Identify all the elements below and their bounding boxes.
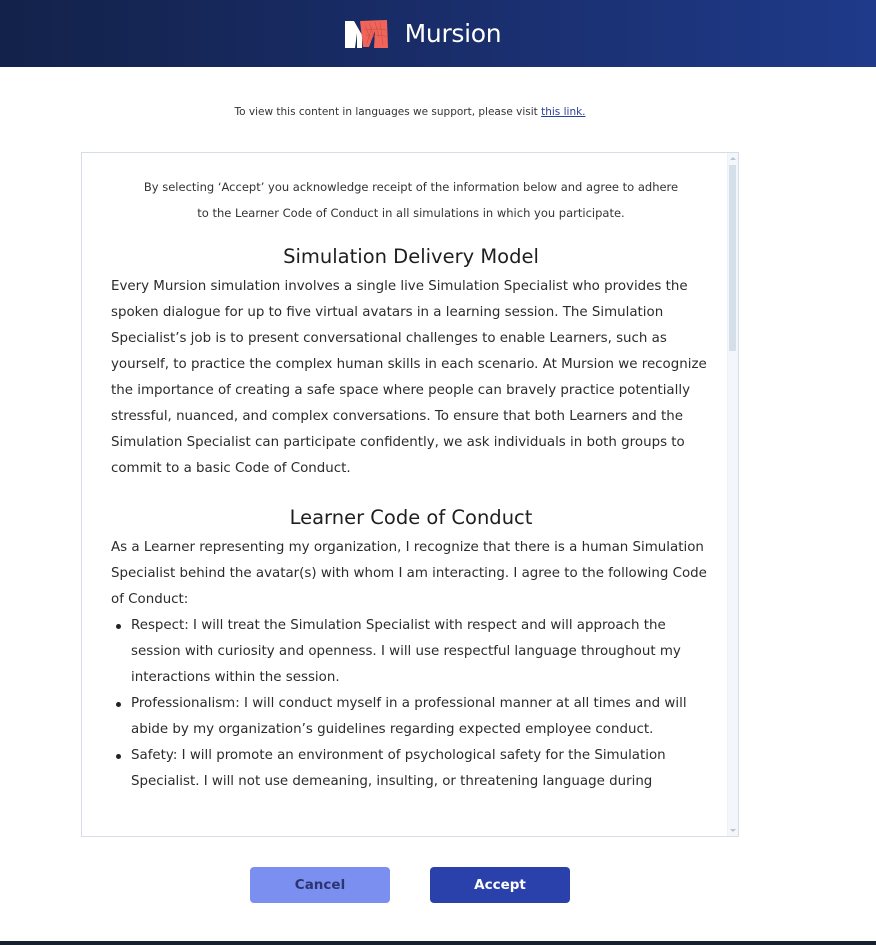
footer-bar	[0, 941, 876, 945]
scroll-up-arrow-icon[interactable]	[730, 157, 736, 160]
brand	[345, 19, 502, 49]
accept-button[interactable]: Accept	[430, 867, 570, 903]
agreement-content	[111, 153, 711, 795]
intro-line-1: By selecting ‘Accept’ you acknowledge receipt of the information below and agree to adhere	[143, 180, 679, 194]
delivery-model-body: Every Mursion simulation involves a single live Simulation Specialist who provides the spoken dialogue for up to five virtual avatars in a learning session. The Simulation Specialist’s job is to present conversational challenges to enable Learners, such as yourself, to practice the complex human skills in each scenario. At Mursion we recognize the importance of creating a safe space where people can bravely practice potentially stressful, nuanced, and complex conversations. To ensure that both Learners and the Simulation Specialist can participate confidently, we ask individuals in both groups to commit to a basic Code of Conduct.	[111, 279, 707, 476]
language-note	[0, 106, 820, 118]
language-note-text: To view this content in languages we support, please visit	[234, 106, 542, 118]
conduct-item-professionalism: Professionalism: I will conduct myself in a professional manner at all times and will abide by my organization’s guidelines regarding expected employee conduct.	[111, 691, 711, 743]
scroll-thumb[interactable]	[729, 165, 736, 351]
mursion-logo-icon	[345, 19, 389, 49]
conduct-item-safety: Safety: I will promote an environment of psychological safety for the Simulation Specialist. I will not use demeaning, insulting, or threatening language during	[111, 743, 711, 795]
scroll-down-arrow-icon[interactable]	[730, 829, 736, 832]
section-title-code-of-conduct: Learner Code of Conduct	[289, 506, 533, 529]
agreement-scroll-box[interactable]	[81, 152, 739, 837]
conduct-list	[111, 613, 711, 795]
intro-text	[111, 174, 711, 226]
languages-link[interactable]: this link.	[541, 106, 586, 118]
top-header	[0, 0, 876, 67]
intro-line-2: to the Learner Code of Conduct in all simulations in which you participate.	[197, 206, 625, 220]
cancel-button[interactable]: Cancel	[250, 867, 390, 903]
code-of-conduct-body: As a Learner representing my organization, I recognize that there is a human Simulation Specialist behind the avatar(s) with whom I am interacting. I agree to the following Code of Conduct:	[111, 540, 707, 607]
vertical-scrollbar[interactable]	[727, 153, 738, 836]
conduct-item-respect: Respect: I will treat the Simulation Specialist with respect and will approach the session with curiosity and openness. I will use respectful language throughout my interactions within the session.	[111, 613, 711, 691]
section-title-delivery-model: Simulation Delivery Model	[283, 245, 539, 268]
brand-name: Mursion	[404, 19, 502, 48]
